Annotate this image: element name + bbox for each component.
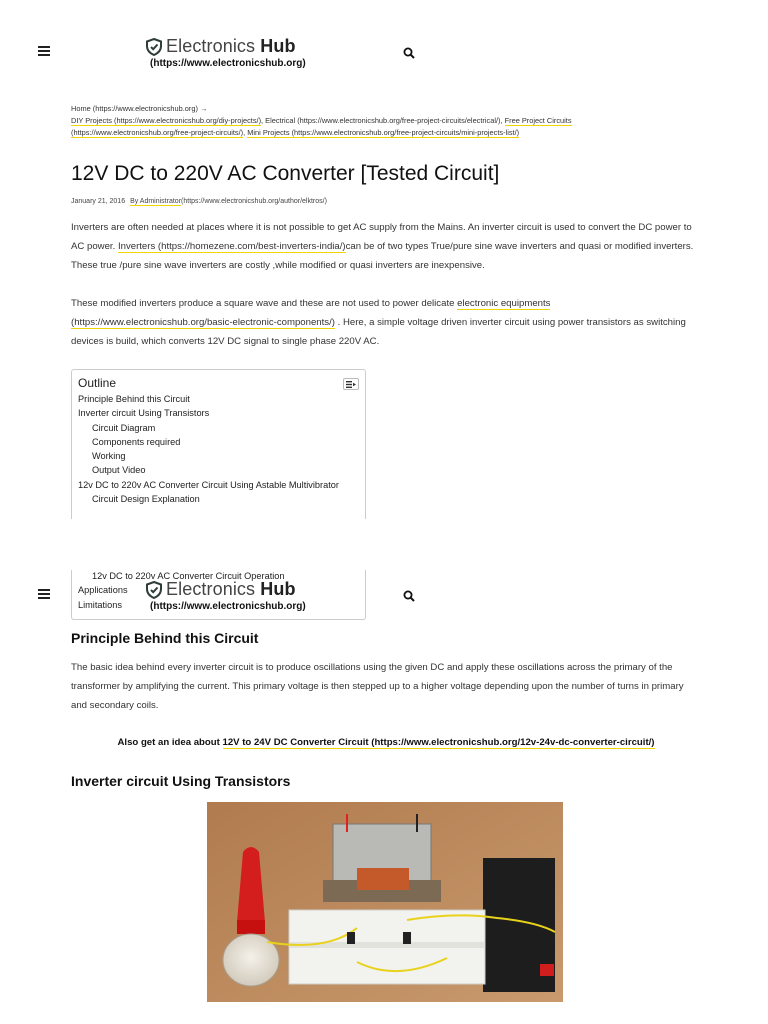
outline-item[interactable]: Circuit Diagram bbox=[92, 422, 156, 433]
search-icon[interactable] bbox=[403, 47, 415, 59]
principle-paragraph: The basic idea behind every inverter circuit is to produce oscillations using the given DC and apply these oscillations across the primary of the transformer by amplifying the current. This primary voltage is then stepped up to a higher voltage depending upon the number of turns in primary and secondary coils. bbox=[71, 662, 684, 711]
outline-list-continued bbox=[78, 570, 359, 612]
section-heading-principle: Principle Behind this Circuit bbox=[71, 630, 259, 646]
paragraph-text: can be of two types True/pure sine wave inverters and quasi or modified inverters. These true /pure sine wave inverters are costly ,while modified or quasi inverters are inexpensive. bbox=[71, 241, 694, 271]
breadcrumb-free-project-circuits-url[interactable]: (https://www.electronicshub.org/free-project-circuits/) bbox=[71, 128, 244, 137]
page-title: 12V DC to 220V AC Converter [Tested Circuit] bbox=[71, 162, 500, 185]
outline-item[interactable]: Circuit Design Explanation bbox=[92, 494, 200, 505]
outline-item[interactable]: Output Video bbox=[92, 465, 146, 476]
paragraph-text: These modified inverters produce a square wave and these are not used to power delicate bbox=[71, 298, 458, 309]
intro-paragraph-2 bbox=[71, 294, 701, 351]
outline-item[interactable]: Components required bbox=[92, 436, 181, 447]
outline-item[interactable]: 12v DC to 220v AC Converter Circuit Operation bbox=[92, 571, 285, 581]
circuit-photo bbox=[207, 802, 563, 1002]
12v-24v-converter-link[interactable]: 12V to 24V DC Converter Circuit (https://www.electronicshub.org/12v-24v-dc-converter-circuit/) bbox=[222, 737, 655, 748]
breadcrumb-free-project-circuits-link[interactable]: Free Project Circuits bbox=[504, 116, 572, 125]
menu-icon[interactable] bbox=[38, 46, 50, 56]
site-header bbox=[0, 30, 768, 90]
logo-text: Electronics Hub bbox=[166, 36, 296, 56]
outline-item[interactable]: Inverter circuit Using Transistors bbox=[78, 408, 210, 419]
inverters-link[interactable]: Inverters (https://homezene.com/best-inverters-india/) bbox=[117, 241, 346, 252]
outline-title: Outline bbox=[78, 376, 117, 390]
outline-box bbox=[71, 369, 366, 519]
breadcrumb-separator: , bbox=[243, 128, 248, 137]
search-icon[interactable] bbox=[403, 590, 415, 602]
outline-item[interactable]: Applications bbox=[78, 585, 128, 596]
paragraph-text: . Here, a simple voltage driven inverter circuit using power transistors as switching devices is build, which converts 12V DC signal to single phase 220V AC. bbox=[71, 317, 686, 347]
site-logo[interactable] bbox=[146, 36, 316, 69]
breadcrumb-diy-projects-link[interactable]: DIY Projects (https://www.electronicshub.org/diy-projects/) bbox=[71, 116, 262, 125]
outline-item[interactable]: Principle Behind this Circuit bbox=[78, 394, 190, 404]
outline-item[interactable]: Limitations bbox=[78, 599, 122, 610]
author-link[interactable]: By Administrator bbox=[130, 198, 182, 205]
paragraph-text: Inverters are often needed at places where it is not possible to get AC supply from the Mains. An inverter circuit is used to convert the DC power to AC power. bbox=[71, 222, 692, 252]
menu-icon[interactable] bbox=[38, 589, 50, 599]
intro-paragraph-1 bbox=[71, 218, 701, 275]
post-meta bbox=[71, 198, 327, 205]
breadcrumb-home-link[interactable]: Home (https://www.electronicshub.org) bbox=[71, 104, 198, 113]
outline-list bbox=[78, 392, 359, 506]
also-prefix: Also get an idea about bbox=[117, 737, 223, 748]
breadcrumb bbox=[71, 103, 711, 139]
outline-box-continued bbox=[71, 570, 366, 620]
post-date: January 21, 2016 bbox=[71, 198, 126, 205]
author-url: (https://www.electronicshub.org/author/elktros/) bbox=[181, 198, 327, 205]
breadcrumb-arrow-icon: → bbox=[199, 104, 208, 113]
breadcrumb-electrical-link[interactable]: , Electrical (https://www.electronicshub.org/free-project-circuits/electrical/), bbox=[261, 116, 505, 125]
breadcrumb-mini-projects-link[interactable]: Mini Projects (https://www.electronicshub.org/free-project-circuits/mini-projects-list/) bbox=[247, 128, 520, 137]
shield-logo-icon bbox=[146, 38, 162, 56]
outline-item[interactable]: Working bbox=[92, 451, 126, 462]
circuit-photo-illustration bbox=[207, 802, 563, 1002]
logo-url: (https://www.electronicshub.org) bbox=[150, 58, 306, 69]
electronic-equipments-link[interactable]: electronic equipments (https://www.electronicshub.org/basic-electronic-components/) bbox=[71, 298, 551, 328]
logo-url: (https://www.electronicshub.org) bbox=[150, 601, 306, 612]
also-read-line bbox=[71, 737, 701, 748]
outline-item[interactable]: 12v DC to 220v AC Converter Circuit Using Astable Multivibrator bbox=[78, 479, 339, 490]
outline-toggle-icon[interactable] bbox=[343, 378, 359, 390]
logo-text: Electronics Hub bbox=[166, 579, 296, 599]
section-heading-inverter: Inverter circuit Using Transistors bbox=[71, 773, 291, 789]
